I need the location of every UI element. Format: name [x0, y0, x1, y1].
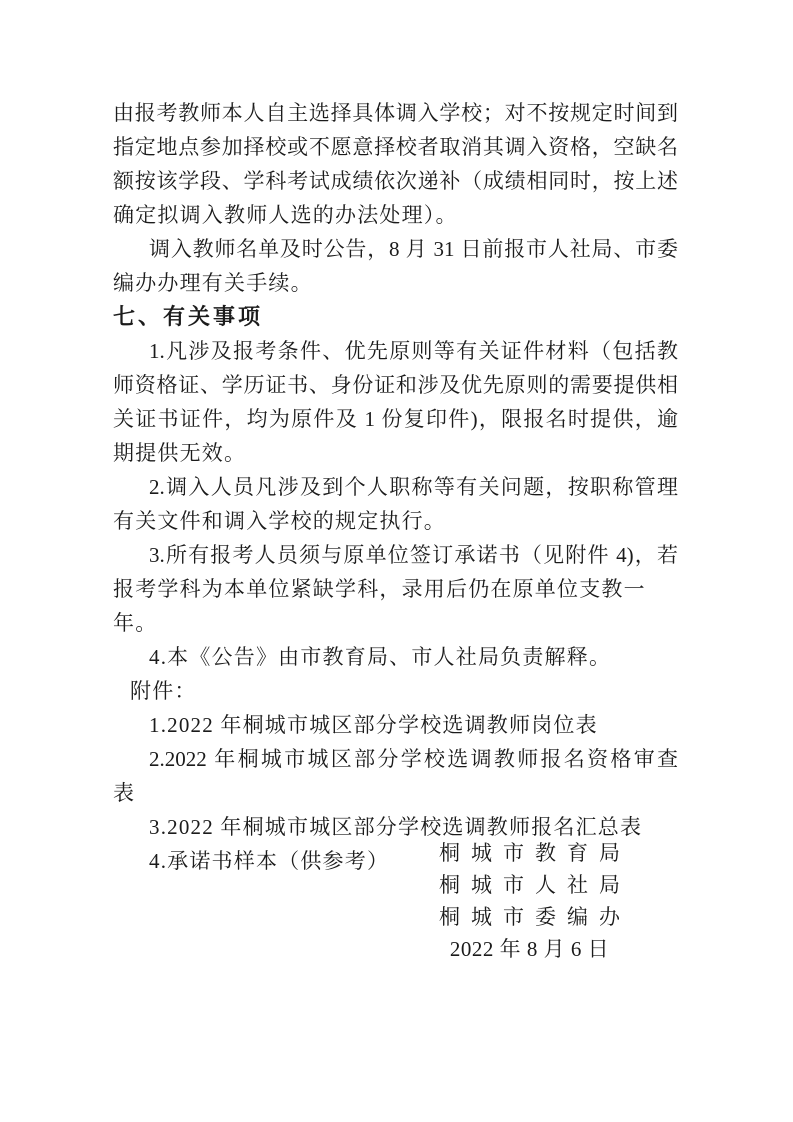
text-line: 4.本《公告》由市教育局、市人社局负责解释。 — [149, 645, 612, 669]
text-line: 有关文件和调入学校的规定执行。 — [113, 509, 446, 533]
text-line: 指定地点参加择校或不愿意择校者取消其调入资格，空缺名 — [113, 135, 678, 159]
text-line: 期提供无效。 — [113, 441, 247, 465]
text-line: 1.2022 年桐城市城区部分学校选调教师岗位表 — [149, 713, 598, 737]
text-line: 2.调入人员凡涉及到个人职称等有关问题，按职称管理 — [149, 475, 678, 499]
signature-block — [439, 837, 631, 965]
paragraph — [113, 232, 678, 300]
document-body — [113, 96, 678, 878]
paragraph — [113, 708, 678, 742]
text-line: 由报考教师本人自主选择具体调入学校；对不按规定时间到 — [113, 101, 678, 125]
text-line: 师资格证、学历证书、身份证和涉及优先原则的需要提供相 — [113, 373, 678, 397]
text-line: 关证书证件，均为原件及 1 份复印件)，限报名时提供，逾 — [113, 407, 678, 431]
text-line: 表 — [113, 781, 136, 805]
text-line: 报考学科为本单位紧缺学科，录用后仍在原单位支教一年。 — [113, 577, 646, 635]
paragraph — [113, 742, 678, 810]
signature-org-1: 桐城市教育局 — [439, 841, 631, 865]
text-line: 调入教师名单及时公告，8 月 31 日前报市人社局、市委 — [149, 237, 678, 261]
paragraph — [113, 640, 678, 674]
text-line: 编办办理有关手续。 — [113, 271, 313, 295]
signature-org-2: 桐城市人社局 — [439, 873, 631, 897]
text-line: 1.凡涉及报考条件、优先原则等有关证件材料（包括教 — [149, 339, 678, 363]
paragraph — [113, 334, 678, 470]
text-line: 额按该学段、学科考试成绩依次递补（成绩相同时，按上述 — [113, 169, 678, 193]
text-line: 2.2022 年桐城市城区部分学校选调教师报名资格审查 — [149, 747, 678, 771]
section-heading: 七、有关事项 — [113, 304, 264, 329]
signature-org-3: 桐城市委编办 — [439, 905, 631, 929]
text-line: 4.承诺书样本（供参考） — [149, 849, 390, 873]
text-line: 3.所有报考人员须与原单位签订承诺书（见附件 4)，若 — [149, 543, 678, 567]
attachments-label: 附件： — [130, 679, 197, 703]
paragraph — [113, 538, 678, 640]
text-line: 3.2022 年桐城市城区部分学校选调教师报名汇总表 — [149, 815, 643, 839]
signature-date: 2022 年 8 月 6 日 — [449, 937, 610, 961]
text-line: 确定拟调入教师人选的办法处理）。 — [113, 203, 458, 227]
paragraph — [113, 470, 678, 538]
paragraph — [113, 96, 678, 232]
